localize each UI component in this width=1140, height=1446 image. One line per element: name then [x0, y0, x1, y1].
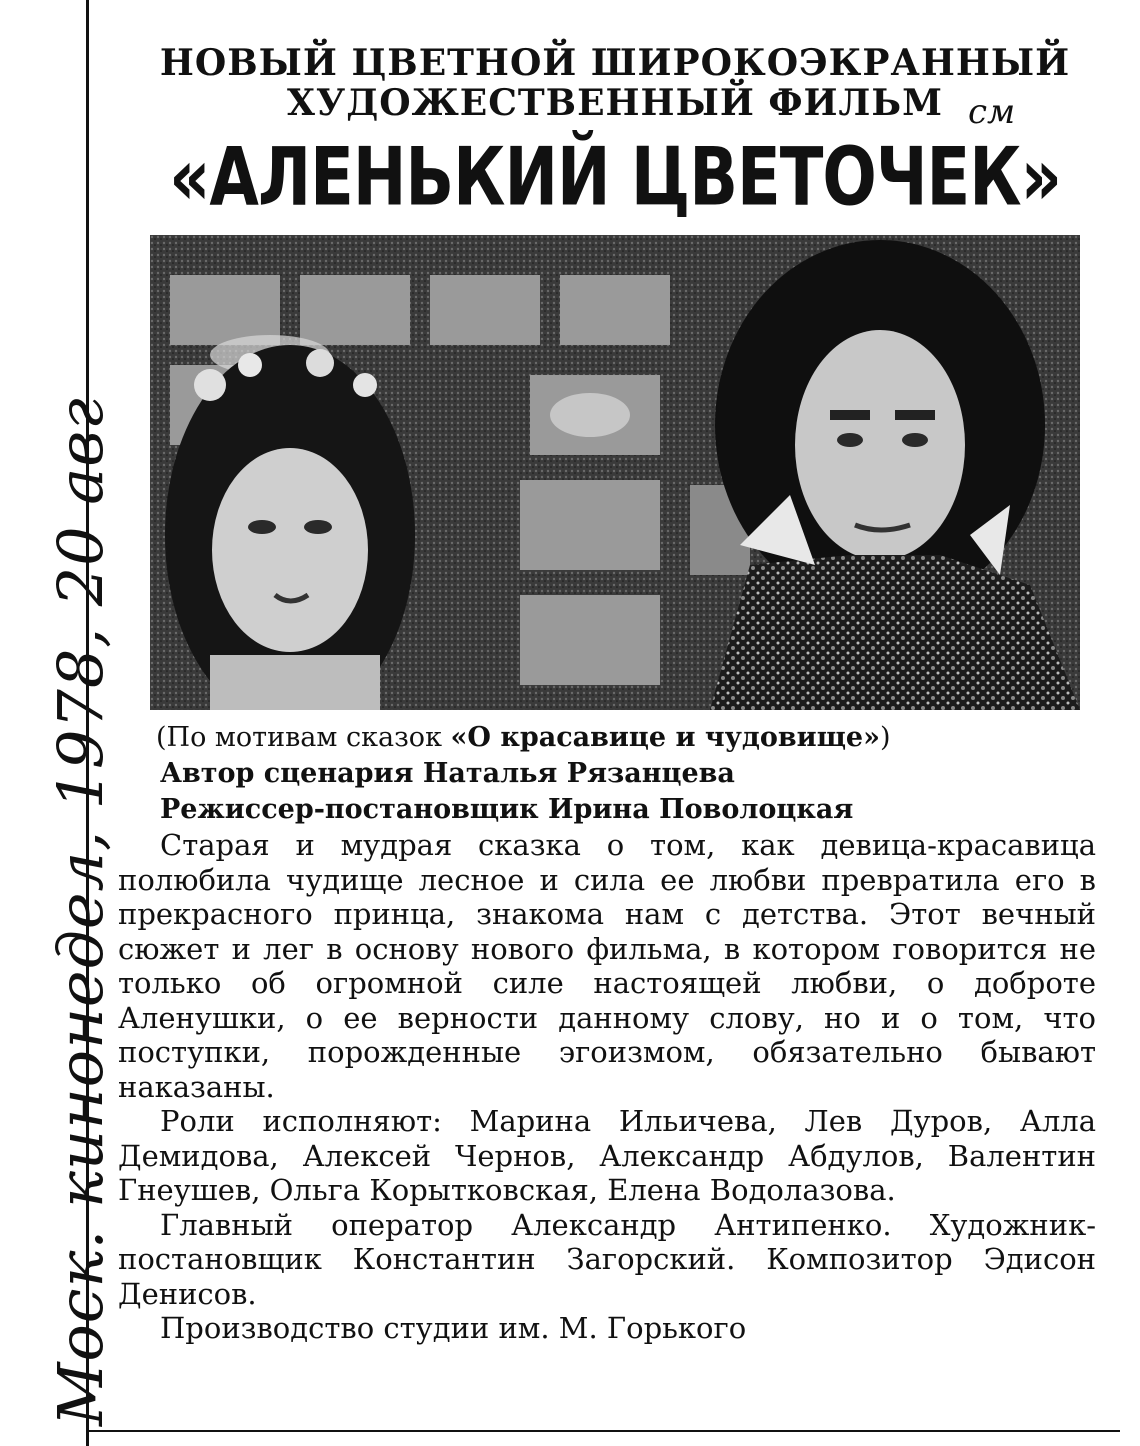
- source-prefix: (По мотивам сказок: [156, 722, 451, 753]
- source-title: «О красавице и чудовище»: [450, 722, 880, 753]
- article-body: [118, 828, 1096, 1346]
- headline-line-1: НОВЫЙ ЦВЕТНОЙ ШИРОКОЭКРАННЫЙ: [159, 42, 1071, 84]
- screenwriter-credit: Автор сценария Наталья Рязанцева: [160, 758, 735, 789]
- film-still-illustration: [150, 235, 1080, 710]
- director-credit: Режиссер-постановщик Ирина Поволоцкая: [160, 794, 854, 825]
- handwritten-note: Моск. кинонедел, 1978, 20 авг: [44, 397, 117, 1426]
- source-suffix: ): [879, 722, 891, 753]
- source-caption: [156, 722, 1136, 753]
- paragraph-studio: Производство студии им. М. Горького: [160, 1311, 747, 1345]
- film-title: «АЛЕНЬКИЙ ЦВЕТОЧЕК»: [169, 132, 1061, 225]
- handwritten-initials: см: [968, 92, 1016, 132]
- girl-figure: [165, 345, 415, 710]
- headline-line-2: ХУДОЖЕСТВЕННЫЙ ФИЛЬМ: [287, 82, 943, 124]
- bottom-rule: [86, 1430, 1120, 1432]
- paragraph-cast: Роли исполняют: Марина Ильичева, Лев Дуров, Алла Демидова, Алексей Чернов, Александр Абдулов, Валентин Гнеушев, Ольга Корытковская, Елена Водолазова.: [118, 1104, 1096, 1207]
- paragraph-synopsis: Старая и мудрая сказка о том, как девица-красавица полюбила чудище лесное и сила ее любви превратила его в прекрасного принца, знакома нам с детства. Этот вечный сюжет и лег в основу нового фильма, в котором говорится не только об огромной силе настоящей любви, о доброте Аленушки, о ее верности данному слову, но и о том, что поступки, порожденные эгоизмом, обязательно бывают наказаны.: [118, 828, 1096, 1104]
- film-still-photo: [150, 235, 1080, 710]
- paragraph-crew: Главный оператор Александр Антипенко. Художник-постановщик Константин Загорский. Композитор Эдисон Денисов.: [118, 1207, 1096, 1311]
